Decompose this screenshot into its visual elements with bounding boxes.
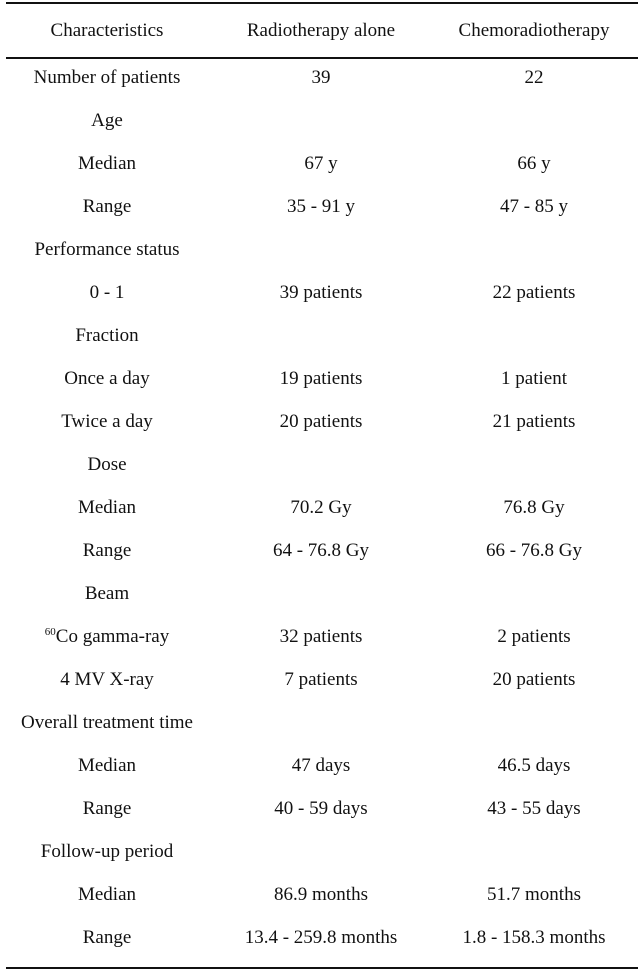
table-row [0, 617, 640, 657]
radiotherapy-alone-value: 47 days [291, 755, 351, 776]
table-top-rule [6, 2, 638, 4]
table-bottom-rule [6, 967, 638, 969]
chemoradiotherapy-value: 43 - 55 days [487, 798, 581, 819]
chemoradiotherapy-value: 21 patients [492, 411, 576, 432]
chemoradiotherapy-value: 47 - 85 y [499, 196, 569, 217]
row-label: Dose [87, 454, 127, 475]
table-header-row [0, 11, 640, 51]
chemoradiotherapy-value: 51.7 months [487, 884, 581, 905]
row-label: Follow-up period [40, 841, 174, 862]
table-row [0, 402, 640, 442]
row-label: Overall treatment time [21, 712, 193, 733]
table-row [0, 58, 640, 98]
radiotherapy-alone-value: 35 - 91 y [286, 196, 356, 217]
row-label: Range [82, 196, 132, 217]
radiotherapy-alone-value: 19 patients [279, 368, 363, 389]
radiotherapy-alone-value: 64 - 76.8 Gy [272, 540, 370, 561]
radiotherapy-alone-value: 40 - 59 days [274, 798, 368, 819]
radiotherapy-alone-value: 39 [311, 67, 331, 88]
row-label: Median [77, 153, 137, 174]
table-row [0, 187, 640, 227]
chemoradiotherapy-value: 22 patients [492, 282, 576, 303]
radiotherapy-alone-value: 13.4 - 259.8 months [244, 927, 398, 948]
chemoradiotherapy-value: 66 y [517, 153, 551, 174]
table-row [0, 445, 640, 485]
table-row [0, 144, 640, 184]
table-row [0, 230, 640, 270]
header-characteristics: Characteristics [50, 20, 164, 41]
radiotherapy-alone-value: 86.9 months [274, 884, 368, 905]
row-label: Range [82, 927, 132, 948]
chemoradiotherapy-value: 76.8 Gy [503, 497, 565, 518]
table-row [0, 574, 640, 614]
row-label-superscript: 60 [44, 626, 56, 638]
row-label: Median [77, 755, 137, 776]
table-row [0, 273, 640, 313]
row-label: $^{60}$Co gamma-ray [44, 626, 170, 647]
radiotherapy-alone-value: 70.2 Gy [290, 497, 352, 518]
chemoradiotherapy-value: 1 patient [501, 368, 567, 389]
row-label: Once a day [64, 368, 150, 389]
table-row [0, 359, 640, 399]
table-row [0, 789, 640, 829]
row-label: Performance status [34, 239, 180, 260]
radiotherapy-alone-value: 39 patients [279, 282, 363, 303]
chemoradiotherapy-value: 1.8 - 158.3 months [462, 927, 606, 948]
table-row [0, 832, 640, 872]
chemoradiotherapy-value: 46.5 days [497, 755, 571, 776]
radiotherapy-alone-value: 32 patients [279, 626, 363, 647]
table-row [0, 918, 640, 958]
radiotherapy-alone-value: 7 patients [284, 669, 358, 690]
row-label: Twice a day [61, 411, 153, 432]
row-label: 0 - 1 [89, 282, 125, 303]
chemoradiotherapy-value: 2 patients [497, 626, 571, 647]
row-label: Range [82, 798, 132, 819]
row-label: 4 MV X-ray [60, 669, 154, 690]
chemoradiotherapy-value: 66 - 76.8 Gy [485, 540, 583, 561]
radiotherapy-alone-value: 20 patients [279, 411, 363, 432]
row-label: Fraction [75, 325, 139, 346]
table-row [0, 316, 640, 356]
row-label: Number of patients [33, 67, 181, 88]
table-row [0, 531, 640, 571]
table-row [0, 875, 640, 915]
row-label: Median [77, 497, 137, 518]
table-row [0, 746, 640, 786]
row-label: Age [91, 110, 123, 131]
table-row [0, 488, 640, 528]
chemoradiotherapy-value: 22 [524, 67, 544, 88]
row-label: Range [82, 540, 132, 561]
radiotherapy-alone-value: 67 y [304, 153, 338, 174]
table-row [0, 101, 640, 141]
row-label: Beam [84, 583, 130, 604]
table-row [0, 660, 640, 700]
header-chemoradiotherapy: Chemoradiotherapy [458, 20, 610, 41]
header-radiotherapy-alone: Radiotherapy alone [246, 20, 396, 41]
row-label: Median [77, 884, 137, 905]
table-row [0, 703, 640, 743]
chemoradiotherapy-value: 20 patients [492, 669, 576, 690]
